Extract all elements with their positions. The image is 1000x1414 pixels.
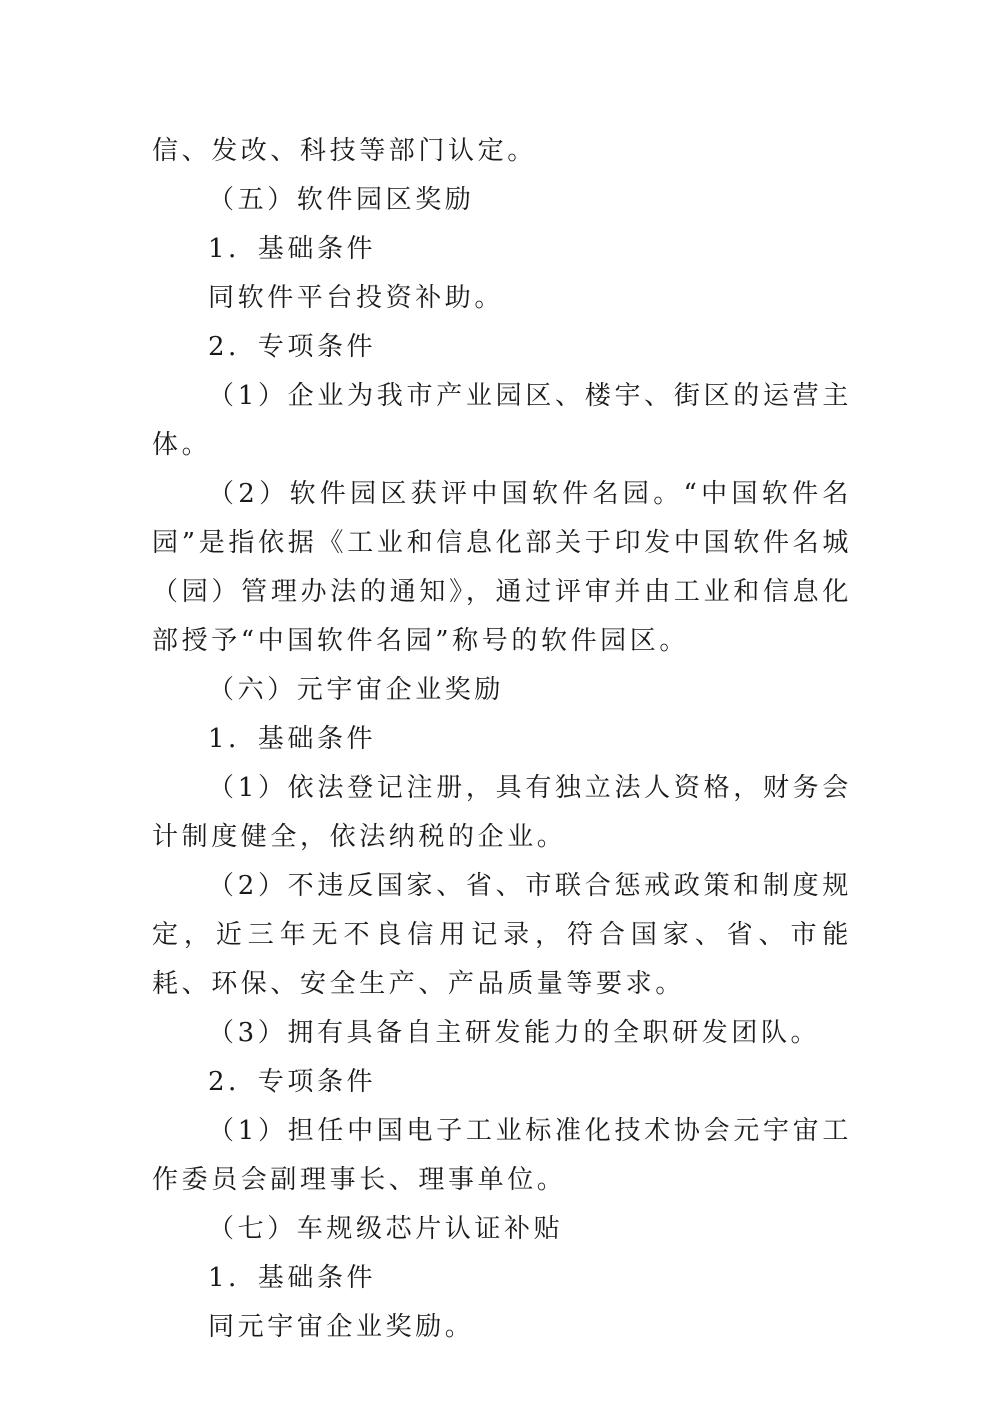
paragraph: （3）拥有具备自主研发能力的全职研发团队。 — [208, 1018, 821, 1048]
paragraph: （1）依法登记注册，具有独立法人资格，财务会计制度健全，依法纳税的企业。 — [152, 773, 852, 852]
paragraph: （2）软件园区获评中国软件名园。“中国软件名园”是指依据《工业和信息化部关于印发中国软件名城（园）管理办法的通知》，通过评审并由工业和信息化部授予“中国软件名园”称号的软件园区。 — [152, 479, 852, 656]
subheading-special-conditions: 2．专项条件 — [208, 332, 377, 362]
paragraph: 同软件平台投资补助。 — [208, 283, 505, 313]
subheading-basic-conditions: 1．基础条件 — [208, 1263, 377, 1293]
section-heading-software-park: （五）软件园区奖励 — [208, 185, 475, 215]
paragraph: （2）不违反国家、省、市联合惩戒政策和制度规定，近三年无不良信用记录，符合国家、省、市能耗、环保、安全生产、产品质量等要求。 — [152, 871, 852, 999]
subheading-basic-conditions: 1．基础条件 — [208, 234, 377, 264]
paragraph: （1）企业为我市产业园区、楼宇、街区的运营主体。 — [152, 381, 852, 460]
subheading-basic-conditions: 1．基础条件 — [208, 724, 377, 754]
paragraph: 同元宇宙企业奖励。 — [208, 1312, 475, 1342]
document-body — [152, 127, 852, 1352]
paragraph: （1）担任中国电子工业标准化技术协会元宇宙工作委员会副理事长、理事单位。 — [152, 1116, 852, 1195]
subheading-special-conditions: 2．专项条件 — [208, 1067, 377, 1097]
paragraph-continuation: 信、发改、科技等部门认定。 — [152, 136, 537, 166]
section-heading-automotive-chip: （七）车规级芯片认证补贴 — [208, 1214, 564, 1244]
section-heading-metaverse: （六）元宇宙企业奖励 — [208, 675, 505, 705]
